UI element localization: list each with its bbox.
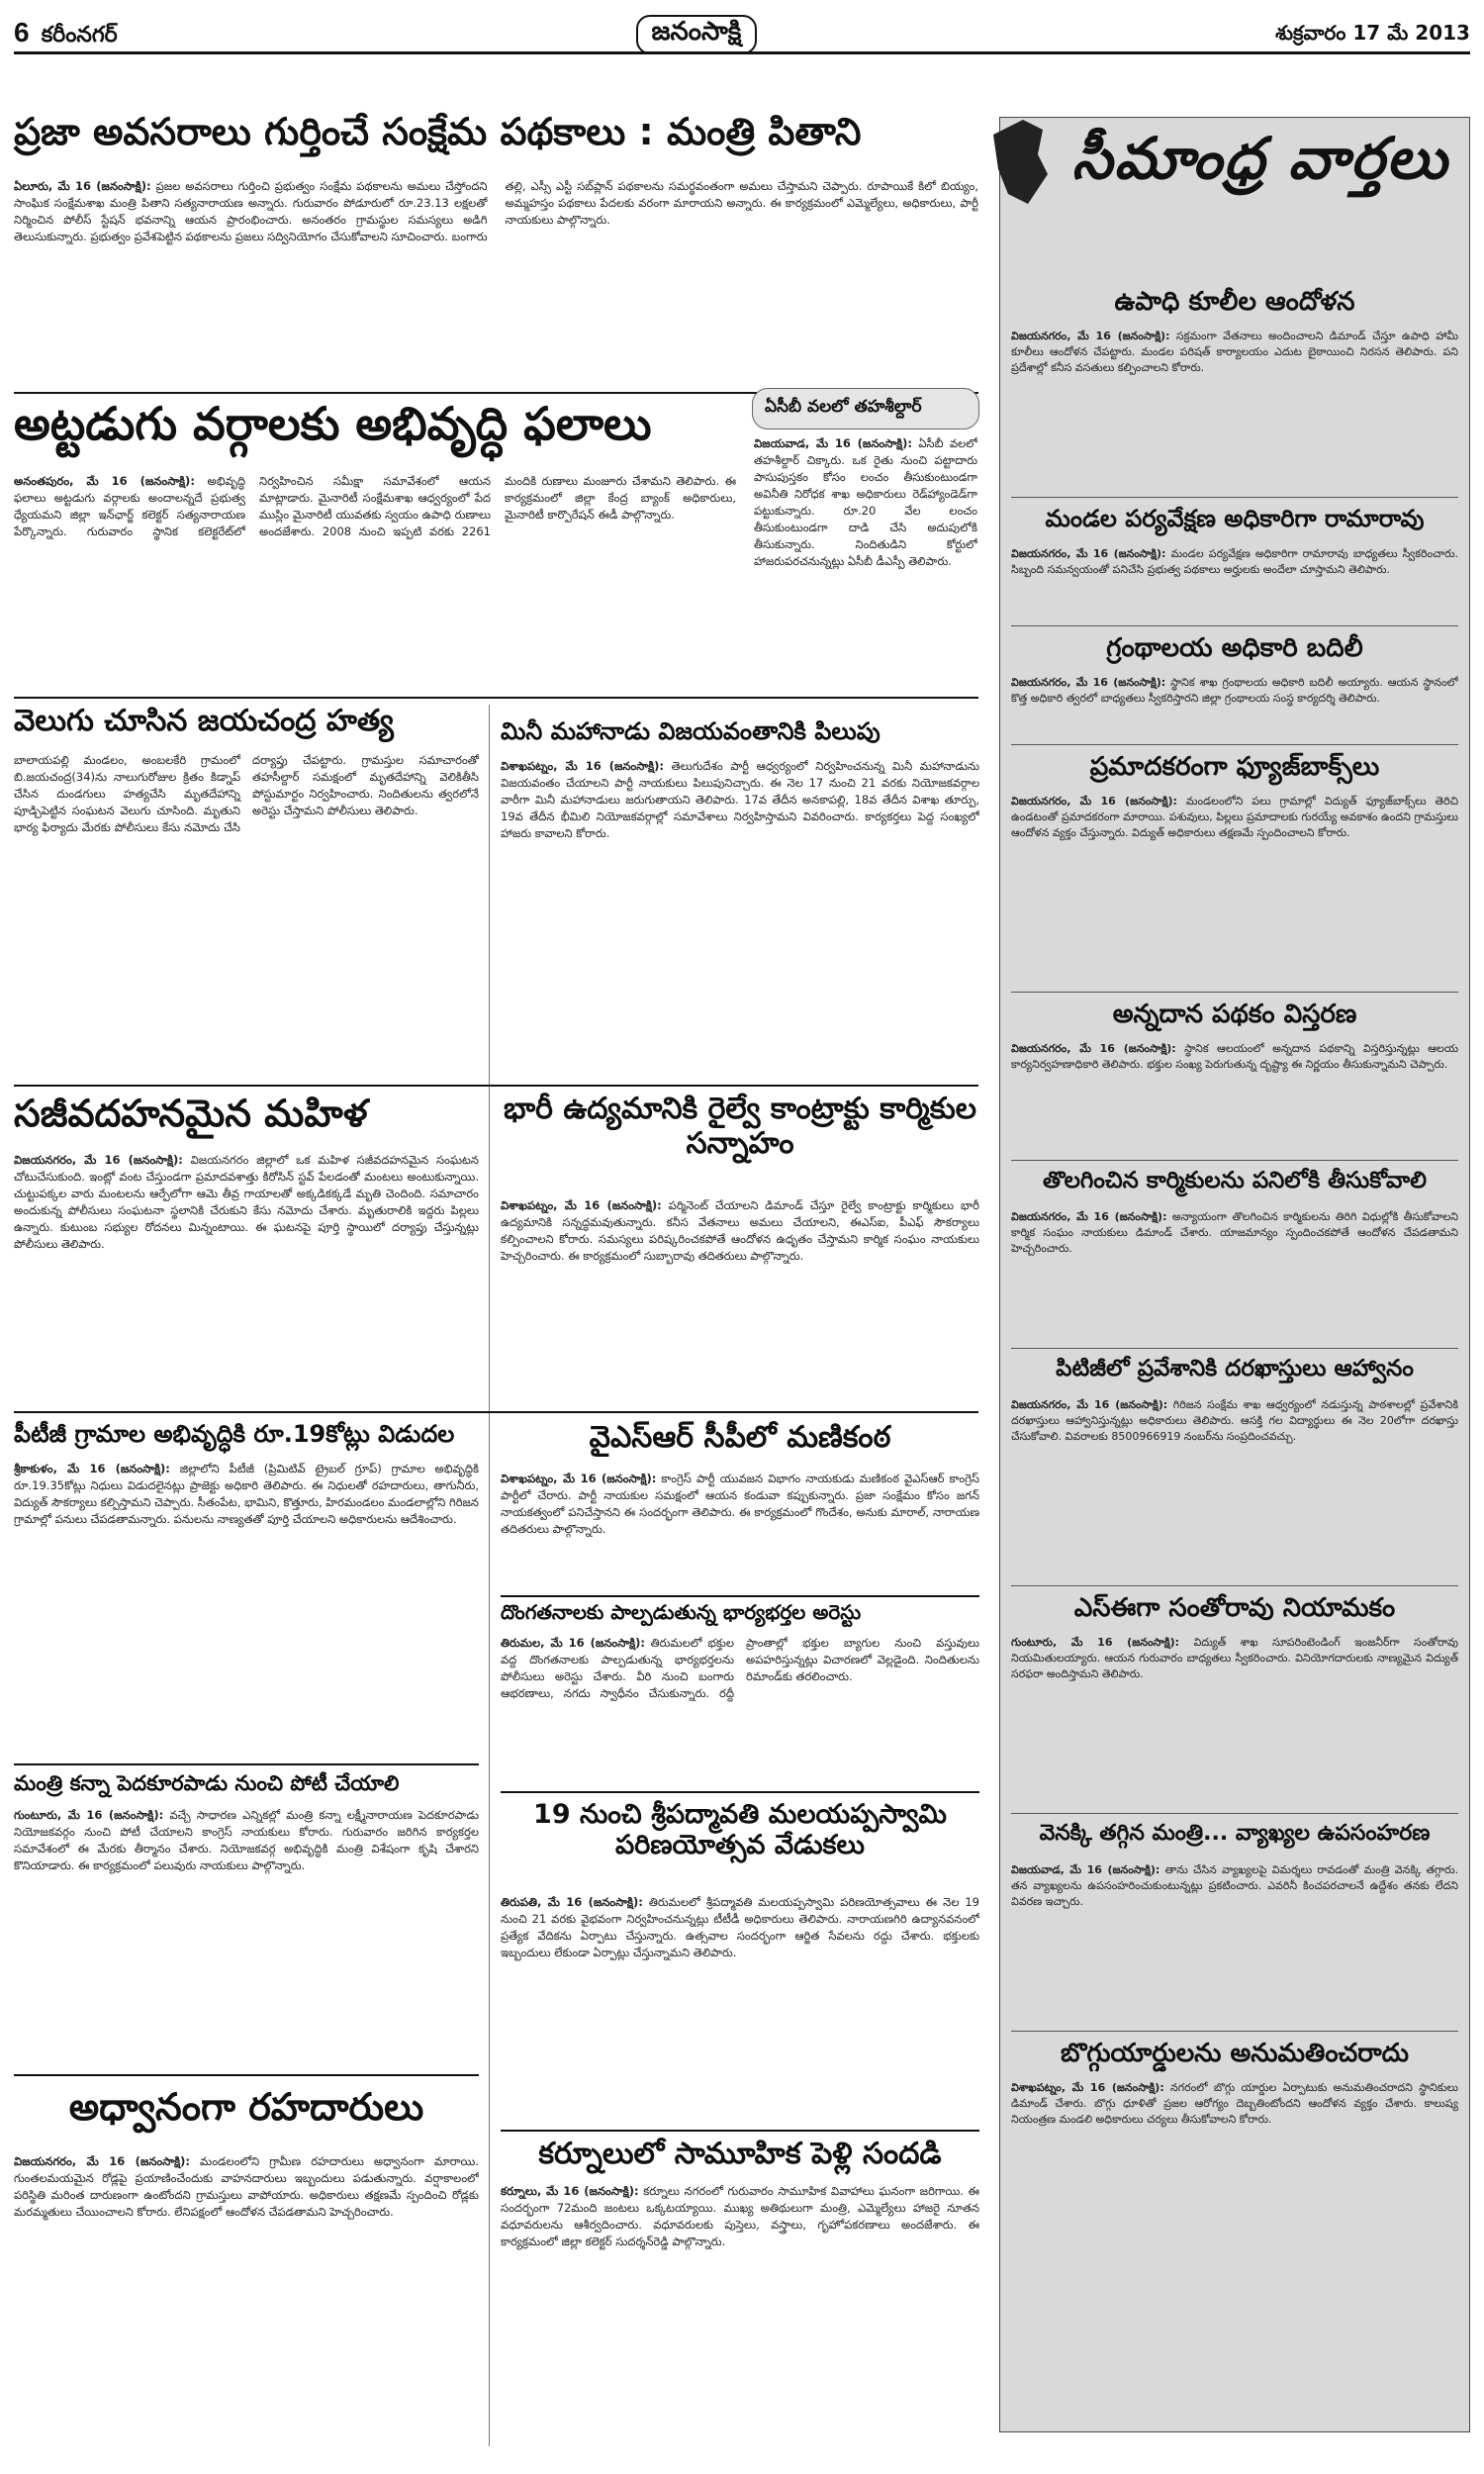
article-body bbox=[14, 1461, 479, 1758]
article-headline: పీటీజీ గ్రామాల అభివృద్ధికి రూ.19కోట్లు విడుదల bbox=[14, 1420, 455, 1448]
divider bbox=[501, 1791, 979, 1793]
article-text: మండలంలోని గ్రామీణ రహదారులు అధ్వానంగా మారాయి. గుంతలమయమైన రోడ్లపై ప్రయాణించేందుకు వాహనదారులు ఇబ్బందులు పడుతున్నారు. వర్షాకాలంలో పరిస్థితి మరింత దారుణంగా ఉంటోందని గ్రామస్తులు వాపోయారు. అధికారులు తక్షణమే స్పందించి రోడ్లకు మరమ్మతులు చేయించాలని కోరారు. లేనిపక్షంలో ఆందోళన చేపడతామని హెచ్చరించారు. bbox=[14, 2154, 479, 2219]
article-body bbox=[14, 473, 736, 691]
sidebar-item-body bbox=[1011, 329, 1458, 467]
sidebar-item-text: స్థానిక శాఖ గ్రంథాలయ అధికారి బదిలీ అయ్యారు. ఆయన స్థానంలో కొత్త అధికారి త్వరలో బాధ్యతలు స్వీకరిస్తారని జిల్లా గ్రంథాలయ సంస్థ కార్యదర్శి తెలిపారు. bbox=[1011, 676, 1458, 705]
sidebar-item-body bbox=[1011, 546, 1458, 625]
sidebar-divider bbox=[1011, 1813, 1458, 1814]
sidebar-divider bbox=[1011, 1585, 1458, 1586]
article-body bbox=[501, 758, 979, 1079]
article-dateline: శ్రీకాకుళం, మే 16 (జనంసాక్షి): bbox=[14, 1462, 170, 1475]
article-headline: ప్రజా అవసరాలు గుర్తించే సంక్షేమ పథకాలు : మంత్రి పితాని bbox=[14, 110, 862, 153]
article-headline: అధ్వానంగా రహదారులు bbox=[68, 2085, 424, 2129]
state-map-icon bbox=[983, 115, 1053, 214]
issue-date: శుక్రవారం 17 మే 2013 bbox=[1275, 20, 1470, 45]
article-dateline: విజయనగరం, మే 16 (జనంసాక్షి): bbox=[14, 2154, 190, 2168]
article-text: వచ్చే సాధారణ ఎన్నికల్లో మంత్రి కన్నా లక్ష్మీనారాయణ పెదకూరపాడు నియోజకవర్గం నుంచి పోటీ చేయాలని కాంగ్రెస్ నాయకులు కోరారు. గురువారం జరిగిన కార్యకర్తల సమావేశంలో ఈ మేరకు తీర్మానం చేశారు. నియోజకవర్గ అభివృద్ధికి మంత్రి విశేషంగా కృషి చేశారని కొనియాడారు. ఈ కార్యక్రమంలో పలువురు నాయకులు పాల్గొన్నారు. bbox=[14, 1808, 479, 1872]
article-headline: 19 నుంచి శ్రీపద్మావతి మలయప్పస్వామి పరిణయోత్సవ వేడుకలు bbox=[533, 1799, 947, 1861]
sidebar-item-title: ఉపాధి కూలీల ఆందోళన bbox=[1114, 287, 1355, 317]
sidebar-item-dateline: గుంటూరు, మే 16 (జనంసాక్షి): bbox=[1011, 1636, 1180, 1649]
sidebar-item-body bbox=[1011, 2080, 1458, 2456]
article-headline: మినీ మహానాడు విజయవంతానికి పిలుపు bbox=[501, 717, 881, 745]
divider bbox=[501, 1595, 979, 1597]
article-body bbox=[14, 752, 479, 1079]
masthead-left bbox=[14, 17, 118, 52]
sidebar-item-body bbox=[1011, 1209, 1458, 1288]
article-body bbox=[501, 1635, 979, 1783]
sidebar-item-title: పిటిజీలో ప్రవేశానికి దరఖాస్తులు ఆహ్వానం bbox=[1056, 1356, 1414, 1381]
article-text: విజయనగరం జిల్లాలో ఒక మహిళ సజీవదహనమైన సంఘటన చోటుచేసుకుంది. ఇంట్లో వంట చేస్తుండగా ప్రమాదవశాత్తు కిరోసిన్ స్టవ్ పేలడంతో మంటలు అంటుకున్నాయి. చుట్టుపక్కల వారు మంటలను ఆర్పేలోగా ఆమె తీవ్ర గాయాలతో అక్కడికక్కడే మృతి చెందింది. సమాచారం అందుకున్న పోలీసులు సంఘటనా స్థలానికి చేరుకుని కేసు నమోదు చేశారు. మృతురాలికి ఇద్దరు పిల్లలు ఉన్నారు. కుటుంబ సభ్యుల రోదనలు మిన్నంటాయి. ఈ ఘటనపై పూర్తి స్థాయిలో దర్యాప్తు చేస్తున్నట్లు పోలీసులు తెలిపారు. bbox=[14, 1153, 479, 1251]
sidebar-item-text: గిరిజన సంక్షేమ శాఖ ఆధ్వర్యంలో నడుస్తున్న పాఠశాలల్లో ప్రవేశానికి దరఖాస్తులు ఆహ్వానిస్తున్నట్లు అధికారులు తెలిపారు. ఆసక్తి గల విద్యార్థులు ఈ నెల 20లోగా దరఖాస్తు చేసుకోవాలి. వివరాలకు 8500966919 నంబర్‌ను సంప్రదించవచ్చు. bbox=[1011, 1398, 1458, 1443]
article-body bbox=[754, 435, 977, 691]
sidebar-item-body bbox=[1011, 794, 1458, 912]
article-headline: సజీవదహనమైన మహిళ bbox=[14, 1092, 368, 1135]
sidebar-banner: సీమాంధ్ర వార్తలు bbox=[1071, 124, 1449, 192]
sidebar-divider bbox=[1011, 625, 1458, 626]
divider bbox=[14, 1763, 479, 1765]
sidebar-item-dateline: విజయనగరం, మే 16 (జనంసాక్షి): bbox=[1011, 330, 1170, 342]
article-body bbox=[14, 1807, 479, 2068]
sidebar-item-title: అన్నదాన పథకం విస్తరణ bbox=[1112, 999, 1357, 1029]
sidebar-divider bbox=[1011, 992, 1458, 993]
article-body bbox=[501, 2183, 979, 2450]
divider bbox=[14, 2074, 479, 2076]
sidebar-item-text: విద్యుత్ శాఖ సూపరింటెండింగ్ ఇంజనీర్‌గా సంతోరావు నియమితులయ్యారు. ఆయన గురువారం బాధ్యతలు స్వీకరించారు. వినియోగదారులకు నాణ్యమైన విద్యుత్ సరఫరా అందిస్తామని తెలిపారు. bbox=[1011, 1636, 1458, 1680]
article-headline: వెలుగు చూసిన జయచంద్ర హత్య bbox=[14, 704, 394, 738]
sidebar-item-title: బొగ్గుయార్డులను అనుమతించరాదు bbox=[1060, 2039, 1410, 2068]
column-rule bbox=[489, 705, 490, 2446]
sidebar-item-text: మండలంలోని పలు గ్రామాల్లో విద్యుత్ ఫ్యూజ్‌బాక్స్‌లు తెరిచి ఉండటంతో ప్రమాదకరంగా మారాయి. పశువులు, పిల్లలు ప్రమాదాలకు గురయ్యే అవకాశం ఉందని గ్రామస్తులు ఆందోళన వ్యక్తం చేస్తున్నారు. విద్యుత్ అధికారులు తక్షణమే స్పందించాలని కోరారు. bbox=[1011, 795, 1458, 839]
sidebar-item-title: మండల పర్యవేక్షణ అధికారిగా రామారావు bbox=[1045, 505, 1425, 532]
article-body bbox=[501, 1894, 979, 2122]
sidebar-item-title: తొలగించిన కార్మికులను పనిలోకి తీసుకోవాలి bbox=[1042, 1168, 1428, 1193]
article-text: బాలాయపల్లి మండలం, అంబలకేరి గ్రామంలో బి.జయచంద్ర(34)ను నాలుగురోజుల క్రితం కిడ్నాప్ చేసిన దుండగులు హత్యచేసి మృతదేహాన్ని పూడ్చిపెట్టిన సంఘటన వెలుగు చూసింది. మృతుని భార్య ఫిర్యాదు మేరకు పోలీసులు కేసు నమోదు చేసి దర్యాప్తు చేపట్టారు. గ్రామస్తుల సమాచారంతో తహసీల్దార్ సమక్షంలో మృతదేహాన్ని వెలికితీసి పోస్టుమార్టం నిర్వహించారు. నిందితులను త్వరలోనే అరెస్టు చేస్తామని పోలీసులు తెలిపారు. bbox=[14, 753, 479, 834]
sidebar-item-title: వెనక్కి తగ్గిన మంత్రి... వ్యాఖ్యల ఉపసంహరణ bbox=[1039, 1821, 1431, 1846]
sidebar-item-dateline: విజయనగరం, మే 16 (జనంసాక్షి): bbox=[1011, 795, 1177, 808]
divider bbox=[14, 1411, 978, 1413]
sidebar-item-title: గ్రంథాలయ అధికారి బదిలీ bbox=[1106, 633, 1363, 663]
divider bbox=[14, 697, 978, 699]
article-text: తిరుమలలో శ్రీపద్మావతి మలయప్పస్వామి పరిణయోత్సవాలు ఈ నెల 19 నుంచి 21 వరకు వైభవంగా నిర్వహించనున్నట్లు టీటీడీ అధికారులు తెలిపారు. నారాయణగిరి ఉద్యానవనంలో ప్రత్యేక వేదికను ఏర్పాటు చేస్తున్నారు. ఉత్సవాల సందర్భంగా ఆర్జిత సేవలను రద్దు చేశారు. భక్తులకు ఇబ్బందులు లేకుండా ఏర్పాట్లు చేస్తున్నామని తెలిపారు. bbox=[501, 1895, 979, 1959]
sidebar-item-title: ప్రమాదకరంగా ఫ్యూజ్‌బాక్స్‌లు bbox=[1089, 752, 1380, 782]
sidebar-item-body bbox=[1011, 1397, 1458, 1546]
article-text: అభివృద్ధి ఫలాలు అట్టడుగు వర్గాలకు అందాలన్నదే ప్రభుత్వ ధ్యేయమని జిల్లా ఇన్‌ఛార్జ్ కలెక్టర్ సత్యనారాయణ పేర్కొన్నారు. గురువారం స్థానిక కలెక్టరేట్‌లో నిర్వహించిన సమీక్షా సమావేశంలో ఆయన మాట్లాడారు. మైనారిటీ సంక్షేమశాఖ ఆధ్వర్యంలో పేద ముస్లిం మైనారిటీ యువతకు స్వయం ఉపాధి రుణాలు అందజేశారు. 2008 నుంచి ఇప్పటి వరకు 2261 మందికి రుణాలు మంజూరు చేశామని తెలిపారు. ఈ కార్యక్రమంలో జిల్లా కేంద్ర బ్యాంక్ అధికారులు, మైనారిటీ కార్పొరేషన్ ఈడీ పాల్గొన్నారు. bbox=[14, 474, 736, 538]
article-text: జిల్లాలోని పీటీజీ (ప్రిమిటివ్ ట్రైబల్ గ్రూప్) గ్రామాల అభివృద్ధికి రూ.19.35కోట్లు నిధులు విడుదలైనట్లు ప్రాజెక్టు అధికారి తెలిపారు. ఈ నిధులతో రహదారులు, తాగునీరు, విద్యుత్ సౌకర్యాలు కల్పిస్తామని చెప్పారు. సీతంపేట, భామిని, కొత్తూరు, హిరమండలం మండలాల్లోని గిరిజన గ్రామాల్లో పనులు చేపడతామన్నారు. పనులను నాణ్యతతో పూర్తి చేయాలని అధికారులను ఆదేశించారు. bbox=[14, 1462, 479, 1526]
article-dateline: తిరుపతి, మే 16 (జనంసాక్షి): bbox=[501, 1895, 643, 1909]
article-text: పర్మినెంట్ చేయాలని డిమాండ్ చేస్తూ రైల్వే కాంట్రాక్టు కార్మికులు భారీ ఉద్యమానికి సన్నద్ధమవుతున్నారు. కనీస వేతనాలు అమలు చేయాలని, ఈఎస్‌ఐ, పీఎఫ్ సౌకర్యాలు కల్పించాలని కోరారు. సమస్యలు పరిష్కరించకపోతే ఆందోళన ఉధృతం చేస్తామని కార్మిక సంఘం నాయకులు హెచ్చరించారు. ఈ కార్యక్రమంలో సుబ్బారావు తదితరులు పాల్గొన్నారు. bbox=[501, 1198, 979, 1263]
article-dateline: ఏలూరు, మే 16 (జనంసాక్షి): bbox=[14, 179, 151, 193]
article-body bbox=[501, 1471, 979, 1589]
sidebar-item-body bbox=[1011, 1041, 1458, 1120]
article-dateline: విశాఖపట్నం, మే 16 (జనంసాక్షి): bbox=[501, 759, 664, 773]
sidebar-item-dateline: విజయనగరం, మే 16 (జనంసాక్షి): bbox=[1011, 1042, 1176, 1055]
article-headline: కర్నూలులో సామూహిక పెళ్లి సందడి bbox=[538, 2137, 942, 2171]
article-text: తిరుమలలో భక్తుల వద్ద దొంగతనాలకు పాల్పడుతున్న భార్యభర్తలను పోలీసులు అరెస్టు చేశారు. వీరి నుంచి బంగారు ఆభరణాలు, నగదు స్వాధీనం చేసుకున్నారు. రద్దీ ప్రాంతాల్లో భక్తుల బ్యాగుల నుంచి వస్తువులు అపహరిస్తున్నట్లు విచారణలో వెల్లడైంది. నిందితులను రిమాండ్‌కు తరలించారు. bbox=[501, 1636, 979, 1700]
sidebar-item-text: నగరంలో బొగ్గు యార్డుల ఏర్పాటుకు అనుమతించరాదని స్థానికులు డిమాండ్ చేశారు. బొగ్గు ధూళితో ప్రజల ఆరోగ్యం దెబ్బతింటోందని ఆందోళన వ్యక్తం చేశారు. కాలుష్య నియంత్రణ మండలి అధికారులు చర్యలు తీసుకోవాలని కోరారు. bbox=[1011, 2081, 1458, 2126]
sidebar-item-body bbox=[1011, 675, 1458, 754]
sidebar-item-dateline: విజయనగరం, మే 16 (జనంసాక్షి): bbox=[1011, 547, 1166, 560]
article-dateline: విశాఖపట్నం, మే 16 (జనంసాక్షి): bbox=[501, 1198, 662, 1212]
sidebar-item-dateline: విజయవాడ, మే 16 (జనంసాక్షి): bbox=[1011, 1863, 1160, 1876]
article-headline: మంత్రి కన్నా పెదకూరపాడు నుంచి పోటీ చేయాలి bbox=[14, 1771, 400, 1795]
article-text: ప్రజల అవసరాలు గుర్తించి ప్రభుత్వం సంక్షేమ పథకాలను అమలు చేస్తోందని సాంఘిక సంక్షేమశాఖ మంత్రి పితాని సత్యనారాయణ అన్నారు. గురువారం పోడూరులో రూ.23.13 లక్షలతో నిర్మించిన పోలీస్ స్టేషన్ భవనాన్ని ఆయన ప్రారంభించారు. అనంతరం గ్రామస్థుల సమస్యలు అడిగి తెలుసుకున్నారు. ప్రభుత్వం ప్రవేశపెట్టిన పథకాలను ప్రజలు సద్వినియోగం చేసుకోవాలని సూచించారు. బంగారు తల్లి, ఎస్సీ ఎస్టీ సబ్‌ప్లాన్ పథకాలను సమర్థవంతంగా అమలు చేస్తామని చెప్పారు. రూపాయికే కిలో బియ్యం, అమ్మహస్తం పథకాలు పేదలకు వరంగా మారాయని అన్నారు. ఈ కార్యక్రమంలో ఎమ్మెల్యేలు, అధికారులు, పార్టీ నాయకులు పాల్గొన్నారు. bbox=[14, 179, 978, 243]
sidebar-item-text: అన్యాయంగా తొలగించిన కార్మికులను తిరిగి విధుల్లోకి తీసుకోవాలని కార్మిక సంఘం నాయకులు డిమాండ్ చేశారు. యాజమాన్యం స్పందించకపోతే ఆందోళన చేపడతామని హెచ్చరించారు. bbox=[1011, 1210, 1458, 1255]
sidebar-item-body bbox=[1011, 1862, 1458, 2001]
sidebar-item-dateline: విజయనగరం, మే 16 (జనంసాక్షి): bbox=[1011, 1398, 1168, 1411]
article-headline: దొంగతనాలకు పాల్పడుతున్న భార్యభర్తల అరెస్టు bbox=[501, 1600, 862, 1624]
sidebar-divider bbox=[1011, 1348, 1458, 1349]
article-dateline: విజయనగరం, మే 16 (జనంసాక్షి): bbox=[14, 1153, 183, 1167]
sidebar-item-text: మండల పర్యవేక్షణ అధికారిగా రామారావు బాధ్యతలు స్వీకరించారు. సిబ్బంది సమన్వయంతో పనిచేసి ప్రభుత్వ పథకాలు అర్హులకు అందేలా చూస్తామని తెలిపారు. bbox=[1011, 547, 1458, 576]
article-text: ఏసీబీ వలలో తహశీల్దార్ చిక్కారు. ఒక రైతు నుంచి పట్టాదారు పాసుపుస్తకం కోసం లంచం తీసుకుంటుండగా అవినీతి నిరోధక శాఖ అధికారులు రెడ్‌హ్యాండెడ్‌గా పట్టుకున్నారు. రూ.20 వేల లంచం తీసుకుంటుండగా దాడి చేసి అదుపులోకి తీసుకున్నారు. నిందితుడిని కోర్టులో హాజరుపరచనున్నట్లు ఏసీబీ డీఎస్పీ తెలిపారు. bbox=[754, 436, 977, 568]
sidebar-item-text: సక్రమంగా వేతనాలు అందించాలని డిమాండ్ చేస్తూ ఉపాధి హామీ కూలీలు ఆందోళన చేపట్టారు. మండల పరిషత్ కార్యాలయం ఎదుట బైఠాయించి నిరసన తెలిపారు. పని ప్రదేశాల్లో కనీస వసతులు కల్పించాలని కోరారు. bbox=[1011, 330, 1458, 374]
article-body bbox=[14, 2153, 479, 2450]
article-body bbox=[14, 178, 978, 406]
article-body bbox=[14, 1152, 479, 1399]
article-dateline: అనంతపురం, మే 16 (జనంసాక్షి): bbox=[14, 474, 195, 488]
paper-logo: జనంసాక్షి bbox=[636, 15, 758, 54]
article-text: తెలుగుదేశం పార్టీ ఆధ్వర్యంలో నిర్వహించనున్న మినీ మహానాడును విజయవంతం చేయాలని పార్టీ నాయకులు పిలుపునిచ్చారు. ఈ నెల 17 నుంచి 21 వరకు నియోజకవర్గాల వారీగా మినీ మహానాడులు జరుగుతాయని తెలిపారు. 17వ తేదీన అనకాపల్లి, 18వ తేదీన విశాఖ తూర్పు, 19వ తేదీన భీమిలి నియోజకవర్గాల్లో సమావేశాలు నిర్వహిస్తామని వివరించారు. కార్యకర్తలు పెద్ద సంఖ్యలో హాజరు కావాలని కోరారు. bbox=[501, 759, 979, 840]
sidebar-item-body bbox=[1011, 1635, 1458, 1734]
divider bbox=[14, 1085, 978, 1087]
page-number: 6 bbox=[14, 17, 30, 48]
article-headline: అట్టడుగు వర్గాలకు అభివృద్ధి ఫలాలు bbox=[14, 397, 652, 450]
divider bbox=[501, 2130, 979, 2132]
sidebar-divider bbox=[1011, 744, 1458, 745]
sidebar-item-title: ఎస్‌ఈగా సంతోరావు నియామకం bbox=[1073, 1593, 1396, 1623]
sidebar-item-dateline: విజయనగరం, మే 16 (జనంసాక్షి): bbox=[1011, 676, 1166, 689]
sidebar-divider bbox=[1011, 2031, 1458, 2032]
sidebar-item-text: స్థానిక ఆలయంలో అన్నదాన పథకాన్ని విస్తరిస్తున్నట్లు ఆలయ కార్యనిర్వహణాధికారి తెలిపారు. భక్తుల సంఖ్య పెరుగుతున్న దృష్ట్యా ఈ నిర్ణయం తీసుకున్నామని చెప్పారు. bbox=[1011, 1042, 1458, 1071]
article-dateline: గుంటూరు, మే 16 (జనంసాక్షి): bbox=[14, 1808, 164, 1822]
masthead bbox=[14, 18, 1470, 54]
article-dateline: విశాఖపట్నం, మే 16 (జనంసాక్షి): bbox=[501, 1472, 657, 1485]
sidebar-item-dateline: విశాఖపట్నం, మే 16 (జనంసాక్షి): bbox=[1011, 2081, 1164, 2094]
boxed-headline: ఏసీబీ వలలో తహశీల్దార్ bbox=[752, 388, 979, 429]
sidebar-divider bbox=[1011, 1160, 1458, 1161]
sidebar-divider bbox=[1011, 497, 1458, 498]
article-dateline: కర్నూలు, మే 16 (జనంసాక్షి): bbox=[501, 2184, 639, 2198]
article-text: కాంగ్రెస్ పార్టీ యువజన విభాగం నాయకుడు మణికంఠ వైఎస్‌ఆర్ కాంగ్రెస్ పార్టీలో చేరారు. పార్టీ నాయకుల సమక్షంలో ఆయన కండువా కప్పుకున్నారు. ప్రజా సంక్షేమం కోసం జగన్ నాయకత్వంలో పనిచేస్తానని ఈ సందర్భంగా తెలిపారు. ఈ కార్యక్రమంలో గొందేశం, అనుకు మారాల్, నారాయణ తదితరులు పాల్గొన్నారు. bbox=[501, 1472, 979, 1536]
article-dateline: తిరుమల, మే 16 (జనంసాక్షి): bbox=[501, 1636, 645, 1650]
article-headline: భారీ ఉద్యమానికి రైల్వే కాంట్రాక్టు కార్మికుల సన్నాహం bbox=[503, 1092, 977, 1161]
section-name: కరీంనగర్ bbox=[41, 22, 118, 47]
sidebar-item-text: తాను చేసిన వ్యాఖ్యలపై విమర్శలు రావడంతో మంత్రి వెనక్కి తగ్గారు. తన వ్యాఖ్యలను ఉపసంహరించుకుంటున్నట్లు ప్రకటించారు. ఎవరినీ కించపరచాలనే ఉద్దేశం తనకు లేదని వివరణ ఇచ్చారు. bbox=[1011, 1863, 1458, 1908]
article-headline: వైఎస్‌ఆర్ సీపీలో మణికంఠ bbox=[589, 1420, 891, 1455]
article-text: కర్నూలు నగరంలో గురువారం సామూహిక వివాహాలు ఘనంగా జరిగాయి. ఈ సందర్భంగా 72మంది జంటలు ఒక్కటయ్యాయి. ముఖ్య అతిథులుగా మంత్రి, ఎమ్మెల్యేలు హాజరై నూతన వధూవరులను ఆశీర్వదించారు. వధూవరులకు పుస్తెలు, వస్త్రాలు, గృహోపకరణాలు అందజేశారు. ఈ కార్యక్రమంలో జిల్లా కలెక్టర్ సుదర్శన్‌రెడ్డి పాల్గొన్నారు. bbox=[501, 2184, 979, 2248]
article-dateline: విజయవాడ, మే 16 (జనంసాక్షి): bbox=[754, 436, 912, 450]
article-body bbox=[501, 1197, 979, 1405]
sidebar-item-dateline: విజయనగరం, మే 16 (జనంసాక్షి): bbox=[1011, 1210, 1167, 1223]
